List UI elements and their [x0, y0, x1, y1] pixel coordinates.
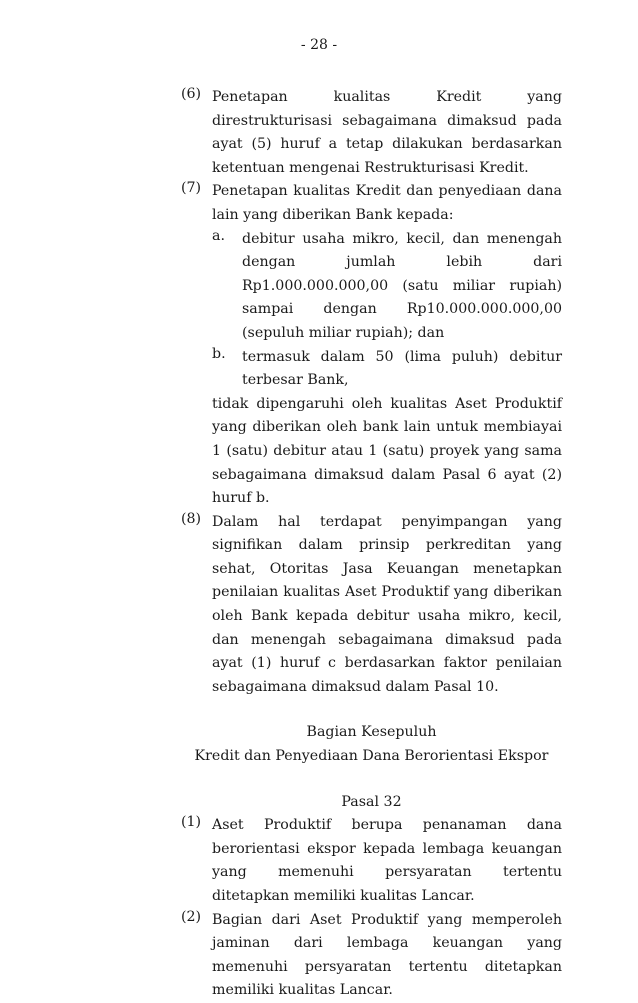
sub-item-letter: b. — [212, 345, 226, 362]
page-number: - 28 - — [300, 37, 338, 53]
sub-item — [212, 346, 562, 393]
sub-item-text: termasuk dalam 50 (lima puluh) debitur terbesar Bank, — [242, 348, 562, 389]
paragraph-item — [181, 180, 562, 510]
sub-item — [212, 228, 562, 346]
item-number: (1) — [181, 814, 202, 831]
item-number: (6) — [181, 86, 202, 102]
sub-item-letter: a. — [212, 227, 225, 244]
item-text: Dalam hal terdapat penyimpangan yang signifikan dalam prinsip perkreditan yang sehat, Otoritas Jasa Keuangan menetapkan penilaian kualitas Aset Produktif yang diberikan oleh Bank kepada debitur usaha mikro, kecil, dan menengah sebagaimana dimaksud pada ayat (1) huruf c berdasarkan faktor penilaian sebagaimana dimaksud dalam Pasal 10. — [212, 513, 562, 695]
item-text: Bagian dari Aset Produktif yang memperoleh jaminan dari lembaga keuangan yang memenuhi persyaratan tertentu ditetapkan memiliki kualitas Lancar. — [212, 911, 562, 999]
item-tail-text: tidak dipengaruhi oleh kualitas Aset Produktif yang diberikan oleh bank lain untuk membiayai 1 (satu) debitur atau 1 (satu) proyek yang sama sebagaimana dimaksud dalam Pasal 6 ayat (2) huruf b. — [212, 395, 562, 507]
paragraph-item — [181, 814, 562, 908]
document-body — [181, 86, 562, 1003]
item-number: (2) — [181, 908, 202, 925]
paragraph-item — [181, 86, 562, 180]
paragraph-item — [181, 909, 562, 1003]
item-text: Penetapan kualitas Kredit dan penyediaan dana lain yang diberikan Bank kepada: — [212, 183, 562, 223]
item-number: (7) — [181, 180, 202, 197]
item-text: Aset Produktif berupa penanaman dana berorientasi ekspor kepada lembaga keuangan yang memenuhi persyaratan tertentu ditetapkan memiliki kualitas Lancar. — [212, 817, 562, 904]
item-text: Penetapan kualitas Kredit yang direstrukturisasi sebagaimana dimaksud pada ayat (5) huruf a tetap dilakukan berdasarkan ketentuan mengenai Restrukturisasi Kredit. — [212, 89, 562, 176]
section-heading: Bagian Kesepuluh — [306, 724, 437, 741]
paragraph-item — [181, 511, 562, 700]
article-heading: Pasal 32 — [341, 793, 402, 810]
sub-item-text: debitur usaha mikro, kecil, dan menengah dengan jumlah lebih dari Rp1.000.000.000,00 (satu miliar rupiah) sampai dengan Rp10.000.000.000,00 (sepuluh miliar rupiah); dan — [242, 230, 562, 341]
item-number: (8) — [181, 510, 202, 527]
section-title: Kredit dan Penyediaan Dana Berorientasi Ekspor — [194, 748, 549, 765]
